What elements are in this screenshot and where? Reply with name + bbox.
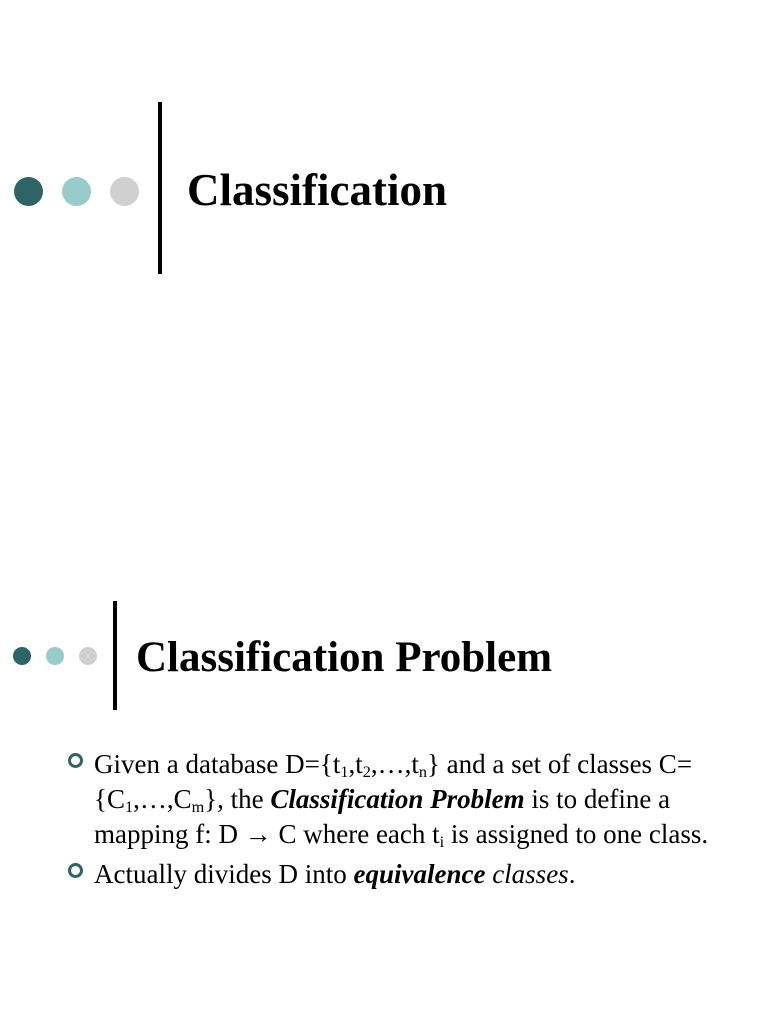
title-divider	[158, 102, 162, 274]
hollow-circle-bullet-icon	[68, 863, 83, 878]
text-run: Classification Problem	[270, 784, 525, 814]
text-run: } and a set of classes C={C	[94, 749, 693, 814]
text-run: Actually divides D into	[94, 859, 354, 889]
decor-dot-gray	[110, 177, 139, 206]
slide-2	[0, 512, 768, 1024]
text-run: Given a database D={t	[94, 749, 341, 779]
slide-title: Classification	[187, 165, 448, 215]
text-run: is to define a mapping f: D → C where each t	[94, 784, 671, 849]
bullet-item	[66, 747, 746, 852]
text-run: ,t	[348, 749, 363, 779]
text-run: classes	[492, 859, 569, 889]
decor-dot-light	[46, 647, 64, 665]
subscript-text: n	[418, 763, 427, 782]
title-divider	[113, 601, 117, 710]
bullet-text	[94, 859, 575, 889]
text-run: .	[568, 859, 576, 889]
decor-dot-gray	[79, 647, 97, 665]
subscript-text: m	[191, 798, 205, 817]
bullet-list	[66, 747, 746, 897]
decor-dot-dark	[13, 647, 31, 665]
subscript-text: 1	[124, 798, 134, 817]
decor-dot-light	[62, 177, 91, 206]
subscript-text: i	[439, 833, 445, 852]
hollow-circle-bullet-icon	[68, 753, 83, 768]
text-run: ,…,t	[370, 749, 419, 779]
subscript-text: 1	[340, 763, 349, 782]
text-run: equivalence	[353, 859, 486, 889]
text-run: }, the	[204, 784, 271, 814]
slide-title: Classification Problem	[136, 634, 553, 681]
decor-dot-dark	[14, 177, 43, 206]
bullet-item	[66, 857, 746, 892]
subscript-text: 2	[362, 763, 371, 782]
text-run: is assigned to one class.	[444, 819, 709, 849]
bullet-text	[94, 749, 709, 852]
text-run: ,…,C	[133, 784, 192, 814]
